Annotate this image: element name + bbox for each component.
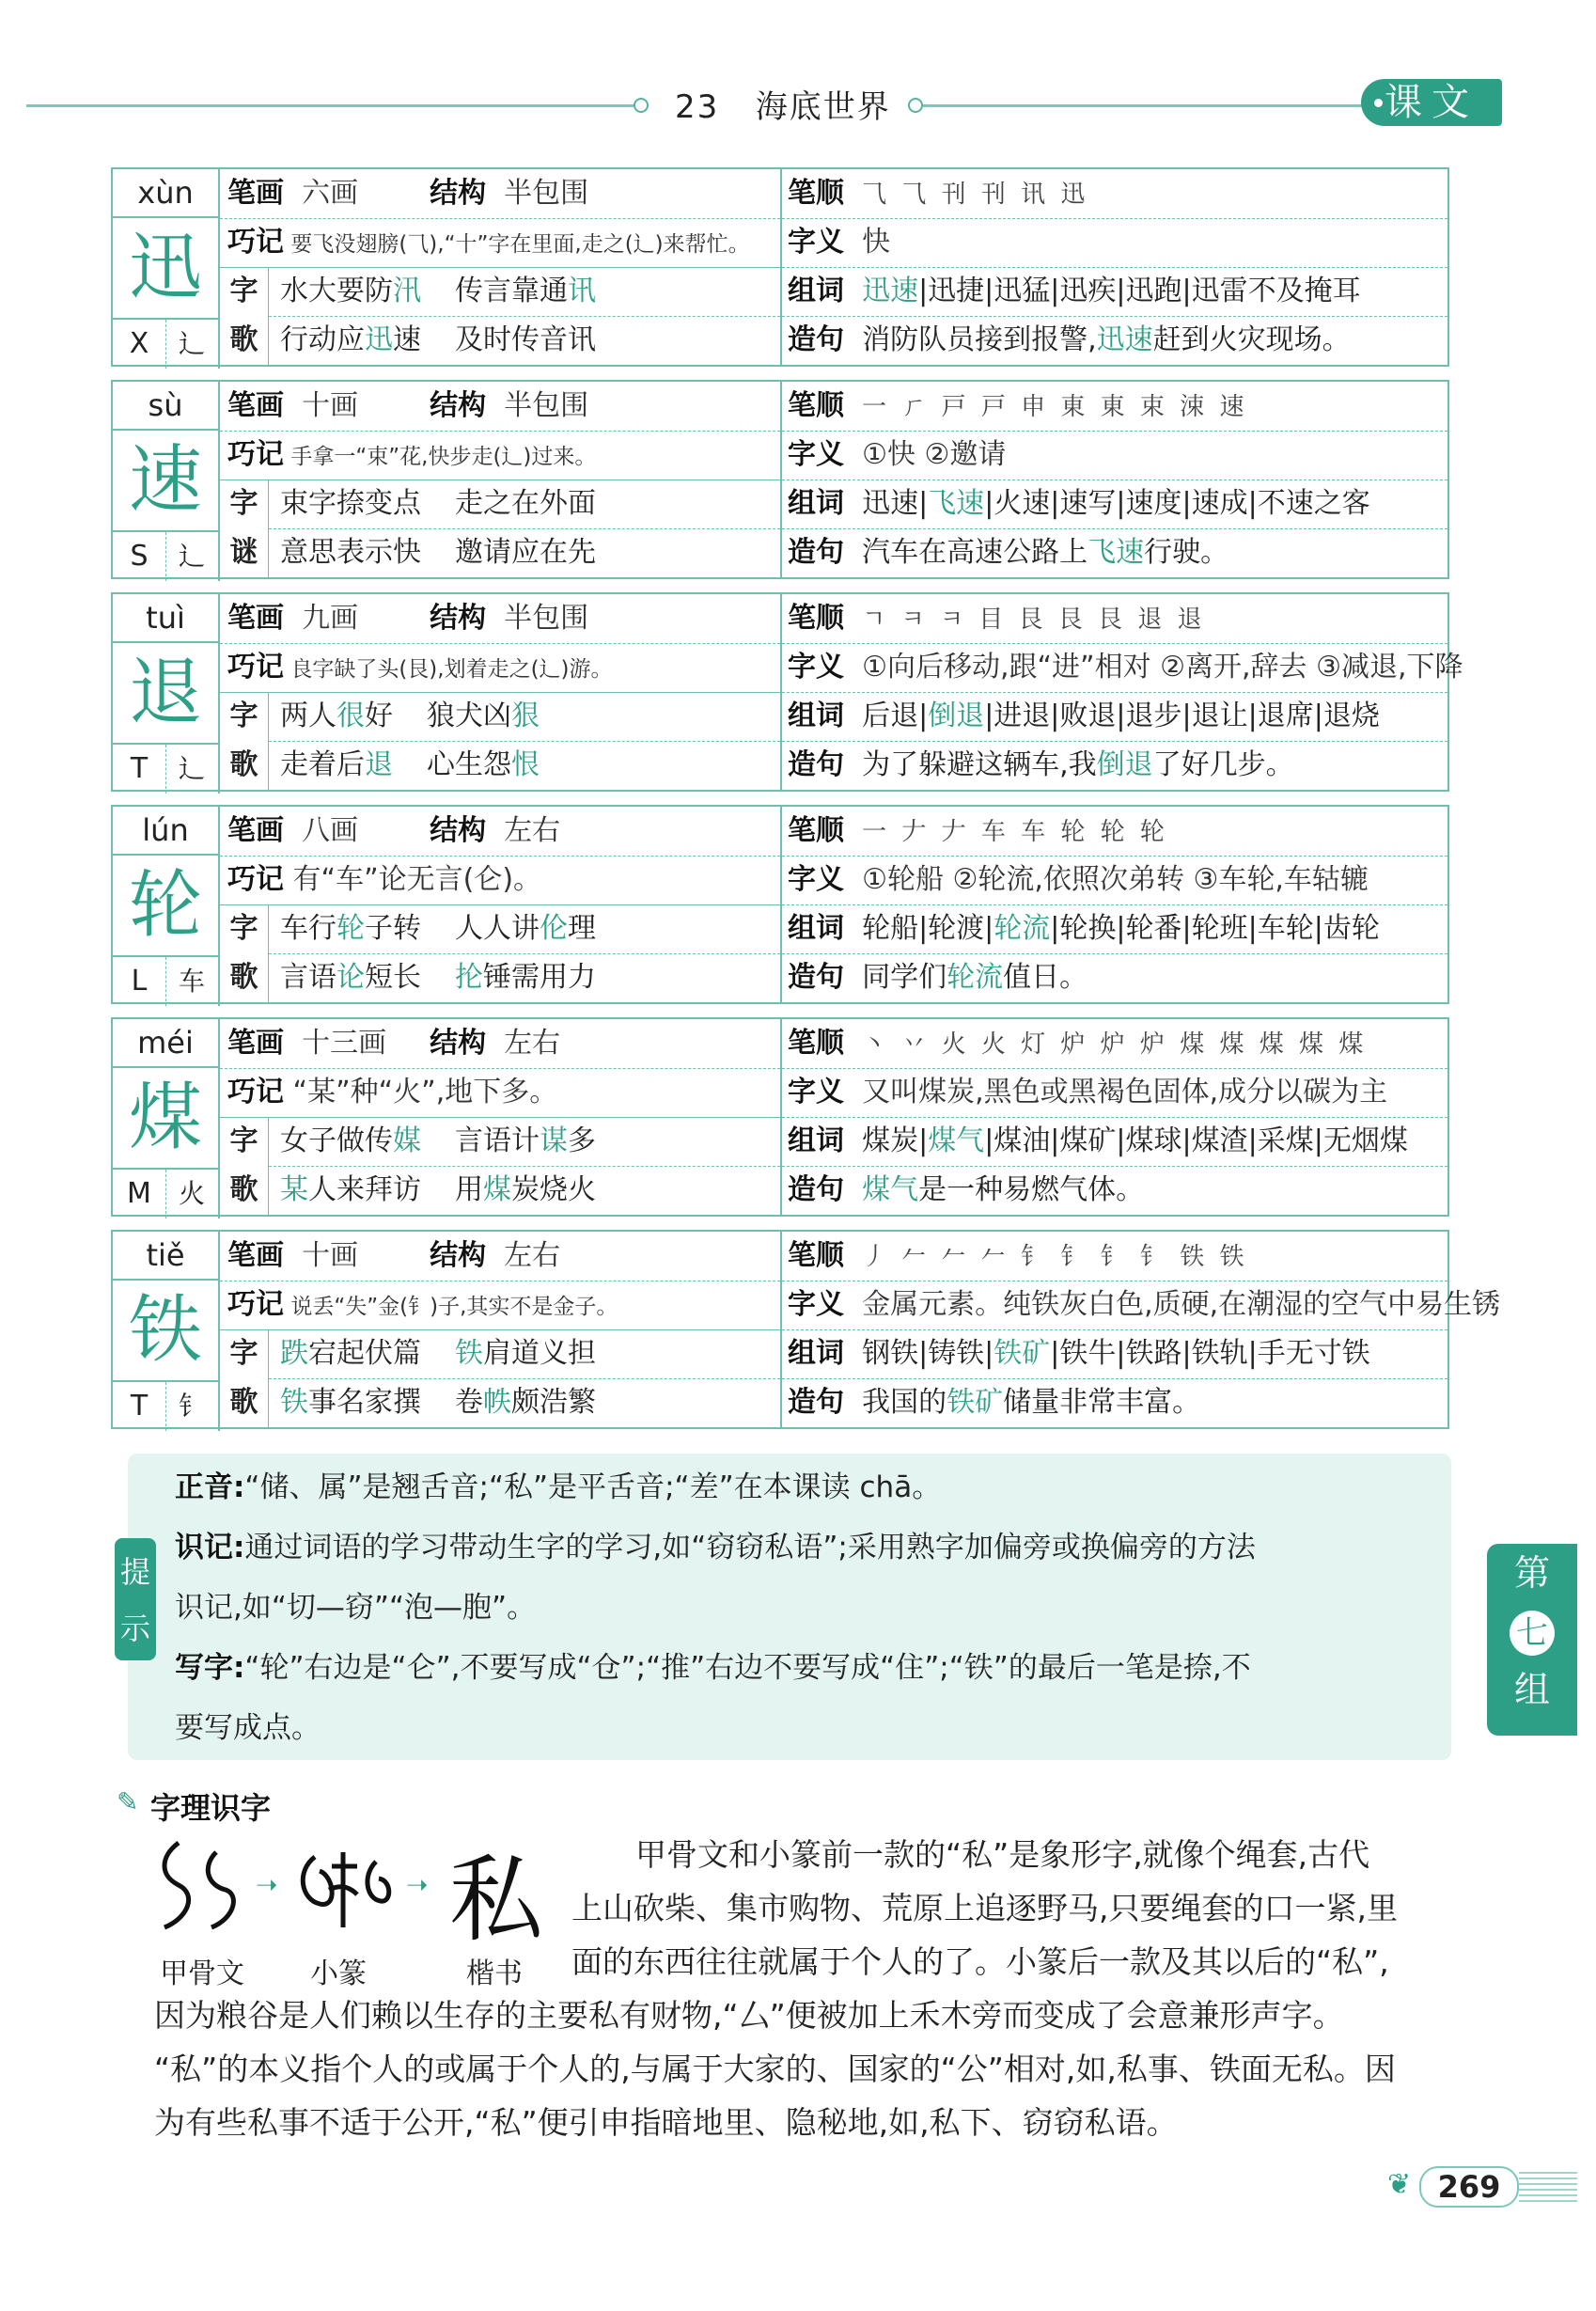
radical: 车 [178,966,205,997]
strokes-row: 笔画 十画 结构 左右 [227,1239,561,1272]
etymology-line-4: 因为粮谷是人们赖以生存的主要私有财物,“厶”便被加上禾木旁而变成了会意兼形声字。 [154,1997,1344,2034]
section-tag-dot [1374,99,1383,107]
index-cell [113,530,220,581]
oracle-caption: 甲骨文 [160,1957,244,1990]
tips-label: 提示 [115,1538,156,1660]
radical: 辶 [178,753,205,784]
song-line-1: 两人很好 狼犬凶狠 [280,700,540,732]
meaning-row: 字义 ①轮船 ②轮流,依照次弟转 ③车轮,车轱辘 [788,863,1369,896]
regular-script-char: 私 [449,1845,543,1955]
arrow-icon-2: ➝ [406,1869,429,1900]
words-row: 组词 钢铁|铸铁|铁矿|铁牛|铁路|铁轨|手无寸铁 [788,1337,1370,1370]
entry-middle [220,382,782,577]
header-rule-left [26,104,637,107]
lesson-title: 海底世界 [755,88,891,126]
side-tab-c1: 第 [1513,1552,1550,1594]
entry-middle [220,1019,782,1215]
words-row: 组词 迅速|迅捷|迅猛|迅疾|迅跑|迅雷不及掩耳 [788,275,1361,307]
leaf-icon: ❦ [1387,2168,1412,2201]
main-character: 迅 [113,218,220,318]
stroke-order-row: 笔顺 ⺄ ⺄ 刊 刊 讯 迅 [788,177,1089,210]
sentence-row: 造句 为了躲避这辆车,我倒退了好几步。 [788,748,1294,781]
stroke-order-row: 笔顺 一 ㄏ 戸 戸 申 東 東 束 涑 速 [788,389,1248,422]
index-cell [113,1168,220,1218]
lesson-number: 23 [675,88,720,126]
meaning-row: 字义 金属元素。纯铁灰白色,质硬,在潮湿的空气中易生锈 [788,1288,1501,1321]
meaning-row: 字义 又叫煤炭,黑色或黑褐色固体,成分以碳为主 [788,1076,1388,1108]
pinyin: méi [113,1019,220,1068]
index-letter: L [113,957,166,1006]
entry-middle [220,594,782,790]
pencil-icon: ✎ [117,1786,139,1817]
pinyin: xùn [113,169,220,218]
tip-writing-cont: 要写成点。 [175,1711,321,1745]
header-dot-left [634,98,649,113]
song-line-2: 走着后退 心生怨恨 [280,748,540,781]
regular-caption: 楷书 [466,1957,523,1990]
tip-memorize-cont: 识记,如“切—窃”“泡—胞”。 [175,1591,537,1625]
etymology-line-5: “私”的本义指个人的或属于个人的,与属于大家的、国家的“公”相对,如,私事、铁面无私。因 [154,2051,1396,2087]
index-letter: T [113,745,166,794]
etymology-line-6: 为有些私事不适于公开,“私”便引申指暗地里、隐秘地,如,私下、窃窃私语。 [154,2104,1178,2141]
meaning-row: 字义 ①快 ②邀请 [788,438,1007,471]
radical: 火 [178,1178,205,1209]
etymology-line-3: 面的东西往往就属于个人的了。小篆后一款及其以后的“私”, [571,1943,1389,1980]
sentence-row: 造句 我国的铁矿储量非常丰富。 [788,1386,1201,1419]
song-line-1: 女子做传媒 言语计谋多 [280,1124,596,1157]
song-line-2: 言语论短长 抡锤需用力 [280,961,596,994]
strokes-row: 笔画 九画 结构 半包围 [227,602,589,635]
character-entry [111,380,1449,579]
strokes-row: 笔画 十画 结构 半包围 [227,389,589,422]
character-entry [111,1230,1501,1429]
strokes-row: 笔画 六画 结构 半包围 [227,177,589,210]
page-title [675,81,891,127]
header-dot-right [908,98,923,113]
meaning-row: 字义 快 [788,226,891,259]
sentence-row: 造句 同学们轮流值日。 [788,961,1088,994]
main-character: 速 [113,431,220,530]
pinyin: tiě [113,1232,220,1281]
footer-stripes [1519,2168,1577,2204]
tip-memorize: 识记:通过词语的学习带动生字的学习,如“窃窃私语”;采用熟字加偏旁或换偏旁的方法 [175,1531,1256,1564]
pinyin: lún [113,807,220,856]
song-line-2: 某人来拜访 用煤炭烧火 [280,1173,596,1206]
stroke-order-row: 笔顺 丶 丷 火 火 灯 炉 炉 炉 煤 煤 煤 煤 煤 [788,1027,1368,1060]
main-character: 煤 [113,1068,220,1168]
index-letter: M [113,1170,166,1218]
index-cell [113,743,220,794]
seal-caption: 小篆 [310,1957,367,1990]
entry-right [782,382,1447,577]
arrow-icon-1: ➝ [256,1869,278,1900]
song-line-1: 水大要防汛 传言靠通讯 [280,275,596,307]
page-number: 269 [1419,2166,1519,2208]
strokes-row: 笔画 十三画 结构 左右 [227,1027,561,1060]
header-rule-right [923,104,1365,107]
song-line-2: 行动应迅速 及时传音讯 [280,323,596,356]
song-line-2: 铁事名家撰 卷帙颇浩繁 [280,1386,596,1419]
strokes-row: 笔画 八画 结构 左右 [227,814,561,847]
song-labels: 字 谜 [220,479,269,577]
entry-right [782,807,1447,1002]
radical: 辶 [178,541,205,572]
song-labels: 字 歌 [220,904,269,1002]
entry-right [782,169,1447,365]
song-line-1: 车行轮子转 人人讲伦理 [280,912,596,945]
side-tab-c2: 七 [1510,1611,1555,1656]
meaning-row: 字义 ①向后移动,跟“进”相对 ②离开,辞去 ③减退,下降 [788,651,1463,684]
character-entry [111,805,1449,1004]
main-character: 铁 [113,1281,220,1380]
words-row: 组词 煤炭|煤气|煤油|煤矿|煤球|煤渣|采煤|无烟煤 [788,1124,1408,1157]
main-character: 轮 [113,856,220,955]
seal-glyph [287,1833,399,1937]
index-cell [113,955,220,1006]
side-tab-c3: 组 [1513,1669,1550,1710]
song-labels: 字 歌 [220,1329,269,1427]
index-letter: S [113,532,166,581]
entry-right [782,1019,1447,1215]
oracle-glyph [150,1833,254,1937]
words-row: 组词 后退|倒退|进退|败退|退步|退让|退席|退烧 [788,700,1380,732]
entry-middle [220,807,782,1002]
mnemonic-row: 巧记 良字缺了头(艮),划着走之(辶)游。 [227,651,613,684]
entry-right [782,1232,1501,1427]
index-letter: X [113,320,166,369]
song-labels: 字 歌 [220,1117,269,1215]
mnemonic-row: 巧记 有“车”论无言(仑)。 [227,863,542,896]
unit-side-tab [1487,1544,1577,1736]
stroke-order-row: 笔顺 ㄱ ㅋ ㅋ 目 艮 艮 艮 退 退 [788,602,1206,635]
entry-right [782,594,1463,790]
song-line-1: 跌宕起伏篇 铁肩道义担 [280,1337,596,1370]
stroke-order-row: 笔顺 一 𠂇 𠂇 车 车 轮 轮 轮 [788,814,1168,847]
radical: 钅 [178,1391,205,1422]
character-entry [111,167,1449,367]
index-cell [113,1380,220,1431]
section-tag: 课文 [1361,79,1502,126]
mnemonic-row: 巧记 “某”种“火”,地下多。 [227,1076,558,1108]
pinyin: sù [113,382,220,431]
words-row: 组词 轮船|轮渡|轮流|轮换|轮番|轮班|车轮|齿轮 [788,912,1380,945]
character-entry [111,1017,1449,1217]
sentence-row: 造句 汽车在高速公路上飞速行驶。 [788,536,1229,569]
tip-writing: 写字:“轮”右边是“仑”,不要写成“仓”;“推”右边不要写成“住”;“铁”的最后一笔是捺,不 [175,1651,1251,1685]
song-line-2: 意思表示快 邀请应在先 [280,536,596,569]
mnemonic-row: 巧记 要飞没翅膀(⺄),“十”字在里面,走之(辶)来帮忙。 [227,226,750,259]
index-letter: T [113,1382,166,1431]
entry-middle [220,1232,782,1427]
tip-pronunciation: 正音:“储、属”是翘舌音;“私”是平舌音;“差”在本课读 chā。 [175,1470,942,1504]
etymology-line-2: 上山砍柴、集市购物、荒原上追逐野马,只要绳套的口一紧,里 [571,1890,1398,1926]
stroke-order-row: 笔顺 丿 𠂉 𠂉 𠂉 钅 钅 钅 钅 铁 铁 [788,1239,1248,1272]
radical: 辶 [178,328,205,359]
character-entry [111,592,1463,792]
entry-middle [220,169,782,365]
mnemonic-row: 巧记 手拿一“束”花,快步走(辶)过来。 [227,438,597,471]
etymology-line-1: 甲骨文和小篆前一款的“私”是象形字,就像个绳套,古代 [635,1836,1370,1873]
sentence-row: 造句 煤气是一种易燃气体。 [788,1173,1145,1206]
index-cell [113,318,220,369]
sentence-row: 造句 消防队员接到报警,迅速赶到火灾现场。 [788,323,1351,356]
song-line-1: 束字捺变点 走之在外面 [280,487,596,520]
words-row: 组词 迅速|飞速|火速|速写|速度|速成|不速之客 [788,487,1370,520]
song-labels: 字 歌 [220,692,269,790]
main-character: 退 [113,643,220,743]
etymology-title: 字理识字 [150,1790,272,1826]
pinyin: tuì [113,594,220,643]
song-labels: 字 歌 [220,267,269,365]
mnemonic-row: 巧记 说丢“失”金(钅)子,其实不是金子。 [227,1288,618,1321]
